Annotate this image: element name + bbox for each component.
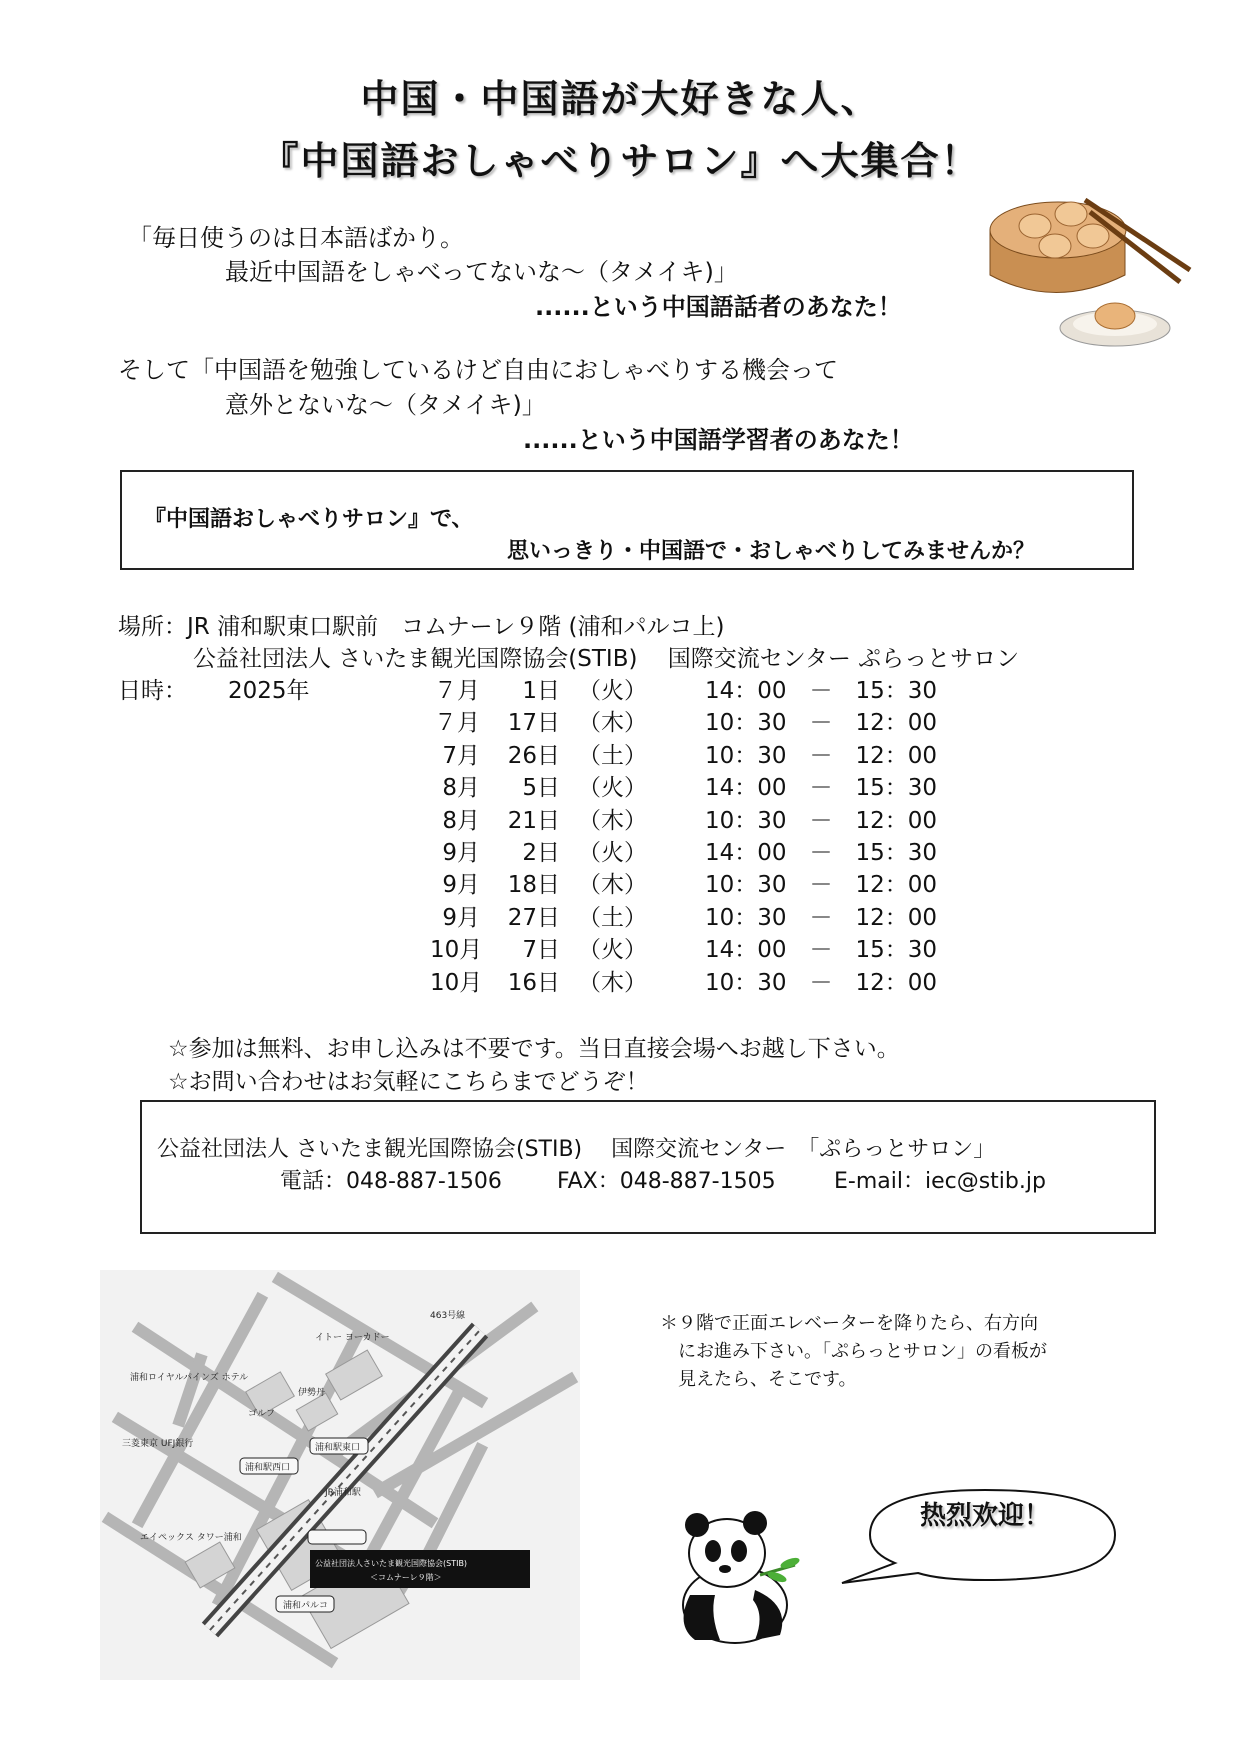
schedule-day: 1日 xyxy=(522,678,560,704)
map-label-royal-pines: 浦和ロイヤルパインズ ホテル xyxy=(130,1373,249,1383)
schedule-time: 10：30 － 12：00 xyxy=(705,872,938,899)
schedule-weekday: （火） xyxy=(578,678,647,704)
schedule-row xyxy=(0,769,1241,801)
schedule-day: 21日 xyxy=(507,807,560,834)
map-label-mitsubishi: 三菱東京 UFJ銀行 xyxy=(122,1439,194,1449)
map-label-jr-line: JR浦和駅 xyxy=(325,1488,361,1498)
schedule-day: 5日 xyxy=(522,775,560,802)
map-label-east-exit: 浦和駅東口 xyxy=(315,1443,361,1453)
schedule-day: 27日 xyxy=(507,904,560,931)
directions-line-1: ＊９階で正面エレベーターを降りたら、右方向 xyxy=(660,1313,1038,1334)
schedule-row xyxy=(0,672,1241,704)
callout-line-1: 『中国語おしゃべりサロン』で、 xyxy=(144,507,474,532)
schedule-day: 7日 xyxy=(522,937,560,964)
schedule-row xyxy=(0,931,1241,963)
schedule-day: 18日 xyxy=(507,872,560,899)
schedule-weekday: （火） xyxy=(578,840,647,866)
callout-line-2: 思いっきり・中国語で・おしゃべりしてみませんか？ xyxy=(507,539,1036,564)
schedule-month: ７月 xyxy=(434,678,480,704)
schedule-row xyxy=(0,834,1241,866)
note-free: ☆参加は無料、お申し込みは不要です。当日直接会場へお越し下さい。 xyxy=(168,1036,900,1062)
contact-email[interactable]: E-mail：iec@stib.jp xyxy=(834,1169,1046,1194)
callout-box xyxy=(120,470,1134,570)
schedule-weekday: （木） xyxy=(578,872,647,899)
schedule-table xyxy=(0,672,1241,1002)
schedule-weekday: （木） xyxy=(578,710,647,737)
directions-line-3: 見えたら、そこです。 xyxy=(678,1369,857,1390)
schedule-weekday: （木） xyxy=(578,969,647,996)
directions-line-2: にお進み下さい。「ぷらっとサロン」の看板が xyxy=(678,1341,1047,1362)
quote-2-line-1: そして「中国語を勉強しているけど自由におしゃべりする機会って xyxy=(118,356,838,384)
schedule-day: 26日 xyxy=(507,742,560,769)
map-label-golf: ゴルフ xyxy=(248,1409,276,1419)
speaker-2: ......という中国語学習者のあなた！ xyxy=(523,426,914,454)
schedule-weekday: （土） xyxy=(578,742,647,769)
map-label-ito-yokado: イトー ヨーカドー xyxy=(315,1333,390,1343)
map-label-route463: 463号線 xyxy=(430,1311,466,1321)
schedule-month: 10月 xyxy=(430,937,483,964)
schedule-month: ７月 xyxy=(434,710,480,737)
note-contact: ☆お問い合わせはお気軽にこちらまでどうぞ！ xyxy=(168,1069,649,1095)
schedule-month: 8月 xyxy=(442,807,480,834)
map-label-apex: エイペックス タワー浦和 xyxy=(140,1533,242,1543)
schedule-time: 14：00 － 15：30 xyxy=(705,840,938,866)
schedule-row xyxy=(0,802,1241,834)
panda-illustration xyxy=(665,1495,815,1645)
schedule-row xyxy=(0,737,1241,769)
schedule-row xyxy=(0,899,1241,931)
schedule-time: 10：30 － 12：00 xyxy=(705,969,938,996)
schedule-row xyxy=(0,964,1241,996)
quote-1-line-1: 「毎日使うのは日本語ばかり。 xyxy=(128,224,464,252)
schedule-time: 10：30 － 12：00 xyxy=(705,742,938,769)
schedule-label: 日時： xyxy=(118,678,187,704)
schedule-month: 10月 xyxy=(430,969,483,996)
contact-box xyxy=(140,1100,1156,1234)
schedule-month: 7月 xyxy=(442,742,480,769)
venue-line-2: 公益社団法人 さいたま観光国際協会(STIB) 国際交流センター ぷらっとサロン xyxy=(193,646,1020,672)
schedule-year: 2025年 xyxy=(228,678,310,704)
schedule-weekday: （火） xyxy=(578,937,647,964)
map-label-parco: 浦和パルコ xyxy=(283,1601,329,1611)
map-label-stib-1: 公益社団法人さいたま観光国際協会(STIB) xyxy=(315,1559,468,1568)
speech-text: 热烈欢迎！ xyxy=(920,1501,1051,1531)
title-line-2: 『中国語おしゃべりサロン』へ大集合！ xyxy=(260,139,981,183)
schedule-row xyxy=(0,866,1241,898)
schedule-weekday: （木） xyxy=(578,807,647,834)
station-map xyxy=(100,1270,580,1680)
schedule-month: 9月 xyxy=(442,904,480,931)
schedule-day: 2日 xyxy=(522,840,560,866)
venue-line-1: 場所：JR 浦和駅東口駅前 コムナーレ９階 (浦和パルコ上) xyxy=(118,614,725,640)
schedule-row xyxy=(0,704,1241,736)
speaker-1: ......という中国語話者のあなた！ xyxy=(535,293,902,321)
speech-bubble xyxy=(840,1475,1130,1595)
dumpling-steamer-illustration xyxy=(975,190,1205,350)
map-label-isetan: 伊勢丹 xyxy=(298,1388,326,1398)
schedule-time: 14：00 － 15：30 xyxy=(705,937,938,964)
schedule-weekday: （土） xyxy=(578,904,647,931)
schedule-weekday: （火） xyxy=(578,775,647,802)
directions-note xyxy=(660,1310,1047,1394)
map-label-west-exit: 浦和駅西口 xyxy=(245,1463,291,1473)
schedule-time: 14：00 － 15：30 xyxy=(705,678,938,704)
schedule-month: 9月 xyxy=(442,840,480,866)
map-label-stib-2: ＜コムナーレ９階＞ xyxy=(370,1573,442,1582)
quote-1-line-2: 最近中国語をしゃべってないな～（タメイキ)」 xyxy=(225,258,738,286)
schedule-time: 10：30 － 12：00 xyxy=(705,904,938,931)
quote-2-line-2: 意外とないな～（タメイキ)」 xyxy=(225,391,546,419)
title-line-1: 中国・中国語が大好きな人、 xyxy=(360,77,881,121)
contact-phone: 電話：048-887-1506 xyxy=(280,1169,502,1194)
schedule-month: 8月 xyxy=(442,775,480,802)
schedule-day: 17日 xyxy=(507,710,560,737)
schedule-month: 9月 xyxy=(442,872,480,899)
contact-fax: FAX：048-887-1505 xyxy=(557,1169,776,1194)
schedule-day: 16日 xyxy=(507,969,560,996)
contact-org: 公益社団法人 さいたま観光国際協会(STIB) 国際交流センター 「ぷらっとサロン」 xyxy=(157,1137,996,1162)
schedule-time: 10：30 － 12：00 xyxy=(705,710,938,737)
schedule-time: 14：00 － 15：30 xyxy=(705,775,938,802)
schedule-time: 10：30 － 12：00 xyxy=(705,807,938,834)
